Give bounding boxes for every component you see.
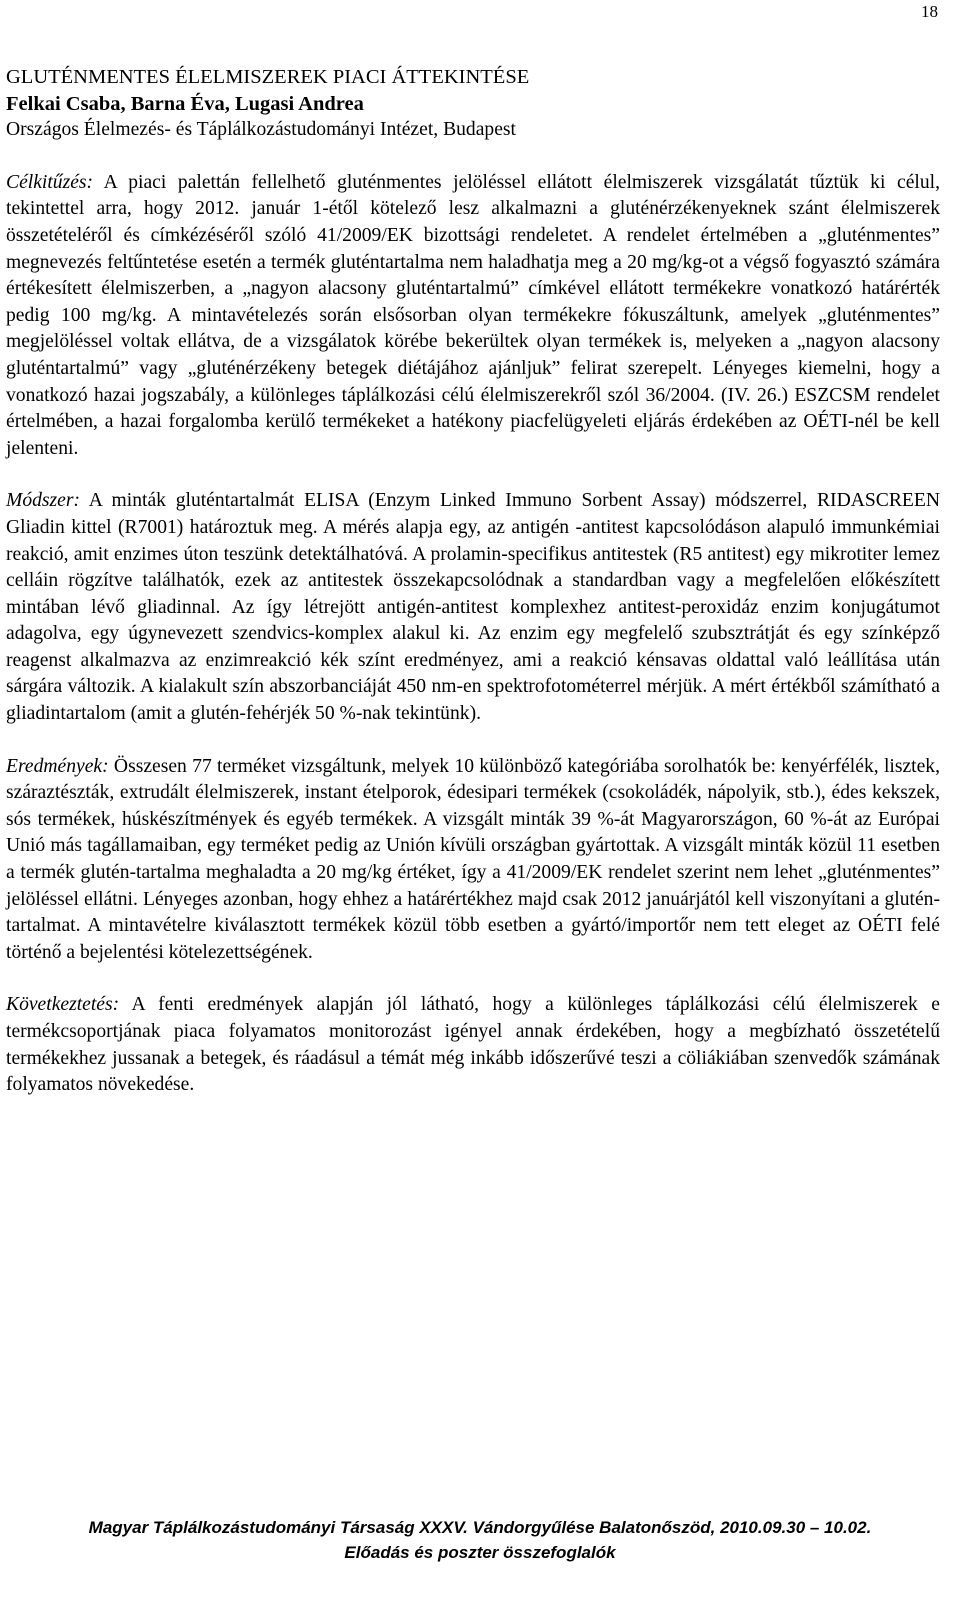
objective-label: Célkitűzés: [6, 171, 94, 193]
affiliation: Országos Élelmezés- és Táplálkozástudományi Intézet, Budapest [6, 119, 516, 141]
objective-text: A piaci palettán fellelhető gluténmentes jelöléssel ellátott élelmiszerek vizsgálatát tűztük ki célul, tekintettel arra, hogy 2012. január 1-étől kötelező lesz alkalmazni a gluténérzékenyeknek szánt élelmiszerek összetételéről és címkézéséről szóló 41/2009/EK bizottsági rendeletet. A rendelet értelmében a „gluténmentes” megnevezés feltűntetése esetén a termék gluténtartalma nem haladhatja meg a 20 mg/kg-ot a végső fogyasztó számára értékesített élelmiszerben, a „nagyon alacsony gluténtartalmú” címkével ellátott termékekre vonatkozó határérték pedig 100 mg/kg. A mintavételezés során elsősorban olyan termékekre fókuszáltunk, amelyek „gluténmentes” megjelöléssel voltak ellátva, de a vizsgálatok körébe bekerültek olyan termékek is, melyeken a „nagyon alacsony gluténtartalmú” vagy „gluténérzékeny betegek diétájához ajánljuk” felirat szerepelt. Lényeges kiemelni, hogy a vonatkozó hazai jogszabály, a különleges táplálkozási célú élelmiszerekről szól 36/2004. (IV. 26.) ESZCSM rendelet értelmében, a hazai forgalomba kerülő termékeket a hatékony piacfelügyeleti eljárás érdekében az OÉTI-nél be kell jelenteni. [6, 171, 940, 459]
results-paragraph [6, 754, 940, 967]
conclusion-text: A fenti eredmények alapján jól látható, hogy a különleges táplálkozási célú élelmiszerek e termékcsoportjának piaca folyamatos monitorozást igényel annak érdekében, hogy a megbízható összetételű termékekhez jussanak a betegek, és ráadásul a témát még inkább időszerűvé teszi a cöliákiában szenvedők számának folyamatos növekedése. [6, 994, 940, 1096]
method-label: Módszer: [6, 490, 81, 512]
conclusion-label: Következtetés: [6, 994, 120, 1016]
abstract-content [6, 64, 940, 1099]
abstract-title: GLUTÉNMENTES ÉLELMISZEREK PIACI ÁTTEKINTÉSE [6, 66, 530, 88]
results-label: Eredmények: [6, 755, 109, 777]
method-paragraph [6, 488, 940, 727]
author-list: Felkai Csaba, Barna Éva, Lugasi Andrea [6, 92, 364, 115]
footer-conference-line: Magyar Táplálkozástudományi Társaság XXXV. Vándorgyűlése Balatonőszöd, 2010.09.30 – 10.02. [88, 1518, 872, 1537]
conclusion-paragraph [6, 992, 940, 1098]
page-footer [0, 1515, 960, 1565]
page-number: 18 [921, 2, 938, 21]
results-text: Összesen 77 terméket vizsgáltunk, melyek 10 különböző kategóriába sorolhatók be: kenyérfélék, lisztek, száraztészták, extrudált élelmiszerek, instant ételporok, édesipari termékek (csokoládék, nápolyik, stb.), édes kekszek, sós termékek, húskészítmények és egyéb termékek. A vizsgált minták 39 %-át Magyarországon, 60 %-át az Európai Unió más tagállamaiban, egy terméket pedig az Unión kívüli országban gyártottak. A vizsgált minták közül 11 esetben a termék glutén-tartalma meghaladta a 20 mg/kg értéket, így a 41/2009/EK rendelet szerint nem lehet „gluténmentes” jelöléssel ellátni. Lényeges azonban, hogy ehhez a határértékhez majd csak 2012 januárjától kell viszonyítani a glutén-tartalmat. A mintavételre kiválasztott termékek közül több esetben a gyártó/importőr nem tett eleget az OÉTI felé történő a bejelentési kötelezettségének. [6, 755, 940, 963]
footer-subtitle-line: Előadás és poszter összefoglalók [344, 1543, 616, 1562]
method-text: A minták gluténtartalmát ELISA (Enzym Linked Immuno Sorbent Assay) módszerrel, RIDASCREEN Gliadin kittel (R7001) határoztuk meg. A mérés alapja egy, az antigén -antitest kapcsolódáson alapuló immunkémiai reakció, amit enzimes úton teszünk detektálhatóvá. A prolamin-specifikus antitestek (R5 antitest) egy mikrotiter lemez celláin rögzítve találhatók, ezek az antitestek összekapcsolódnak a standardban vagy a megfelelően előkészített mintában lévő gliadinnal. Az így létrejött antigén-antitest komplexhez antitest-peroxidáz enzim konjugátumot adagolva, egy úgynevezett szendvics-komplex alakul ki. Az enzim egy megfelelő szubsztrátját és egy színképző reagenst alkalmazva az enzimreakció kék színt eredményez, ami a reakció kénsavas oldattal való leállítása után sárgára változik. A kialakult szín abszorbanciáját 450 nm-en spektrofotométerrel mérjük. A mért értékből számítható a gliadintartalom (amit a glutén-fehérjék 50 %-nak tekintünk). [6, 490, 940, 725]
objective-paragraph [6, 170, 940, 463]
